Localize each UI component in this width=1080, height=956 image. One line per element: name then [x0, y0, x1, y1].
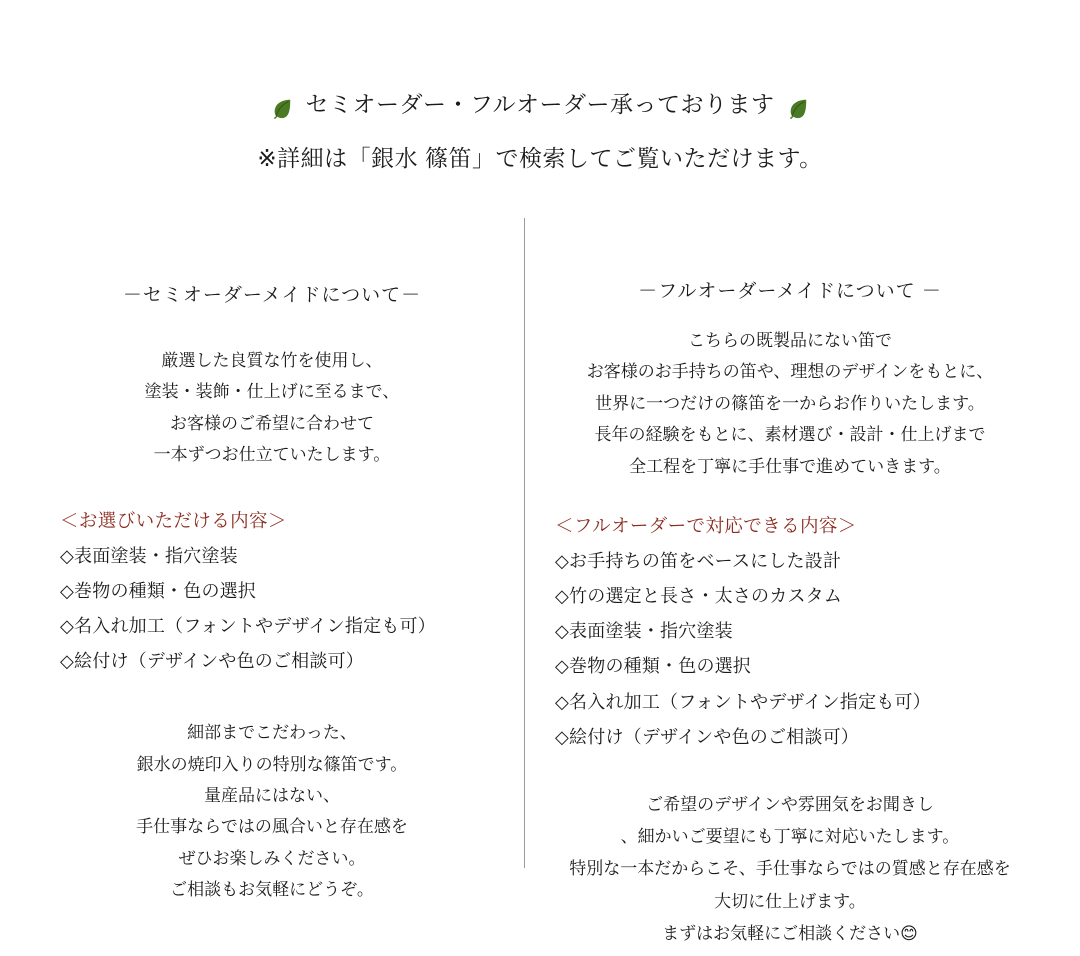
full-order-options-heading: ＜フルオーダーで対応できる内容＞: [555, 515, 857, 537]
semi-order-options-list: [60, 539, 484, 679]
semi-order-closing: [60, 717, 484, 906]
two-column-body: [0, 218, 1080, 950]
list-item: ◇絵付け（デザインや色のご相談可）: [555, 726, 859, 747]
lead-line: 塗装・装飾・仕上げに至るまで、: [144, 382, 400, 402]
lead-line: 厳選した良質な竹を使用し、: [161, 351, 383, 370]
lead-line: 世界に一つだけの篠笛を一からお作りいたします。: [595, 393, 985, 413]
closing-line: ご希望のデザインや雰囲気をお聞きし: [646, 794, 934, 814]
lead-line: お客様のご希望に合わせて: [170, 413, 374, 433]
closing-line: 量産品にはない、: [204, 786, 340, 805]
list-item: ◇巻物の種類・色の選択: [555, 656, 752, 677]
lead-line: 一本ずつお仕立ていたします。: [153, 445, 391, 465]
closing-line: 特別な一本だからこそ、手仕事ならではの質感と存在感を: [569, 859, 1011, 879]
lead-line: 長年の経験をもとに、素材選び・設計・仕上げまで: [594, 425, 986, 445]
semi-order-options-heading: ＜お選びいただける内容＞: [60, 509, 287, 531]
closing-line: 細部までこだわった、: [187, 723, 357, 743]
full-order-lead: [555, 325, 1025, 482]
list-item: ◇表面塗装・指穴塗装: [555, 621, 733, 642]
full-order-column: [525, 218, 1080, 950]
list-item: ◇お手持ちの笛をベースにした設計: [555, 551, 842, 572]
header-subline: ※詳細は「銀水 篠笛」で検索してご覧いただけます。: [257, 145, 823, 172]
full-order-options-list: [555, 544, 1025, 755]
lead-line: こちらの既製品にない笛で: [688, 331, 892, 350]
closing-line: ぜひお楽しみください。: [178, 848, 366, 868]
closing-line: ご相談もお気軽にどうぞ。: [170, 880, 374, 900]
lead-line: 全工程を丁寧に手仕事で進めていきます。: [629, 456, 951, 476]
list-item: ◇名入れ加工（フォントやデザイン指定も可）: [555, 691, 931, 712]
leaf-icon: [787, 95, 809, 117]
closing-line: 銀水の焼印入りの特別な篠笛です。: [136, 754, 408, 774]
leaf-icon: [271, 95, 293, 117]
closing-line: まずはお気軽にご相談ください😊: [662, 923, 918, 943]
semi-order-lead: [60, 345, 484, 471]
closing-line: 、細かいご要望にも丁寧に対応いたします。: [620, 827, 960, 847]
list-item: ◇絵付け（デザインや色のご相談可）: [60, 651, 364, 672]
document-header: [0, 0, 1080, 173]
full-order-closing: [555, 789, 1025, 950]
list-item: ◇表面塗装・指穴塗装: [60, 545, 238, 566]
list-item: ◇名入れ加工（フォントやデザイン指定も可）: [60, 615, 436, 636]
closing-line: 手仕事ならではの風合いと存在感を: [136, 817, 408, 837]
header-headline: [0, 88, 1080, 120]
closing-line: 大切に仕上げます。: [714, 891, 866, 911]
lead-line: お客様のお手持ちの笛や、理想のデザインをもとに、: [586, 362, 994, 382]
semi-order-column: [0, 218, 524, 950]
full-order-title: －フルオーダーメイドについて －: [638, 281, 942, 302]
header-line1-text: セミオーダー・フルオーダー承っております: [305, 91, 775, 117]
list-item: ◇巻物の種類・色の選択: [60, 580, 257, 601]
semi-order-title: －セミオーダーメイドについて－: [122, 285, 422, 306]
list-item: ◇竹の選定と長さ・太さのカスタム: [555, 586, 843, 607]
